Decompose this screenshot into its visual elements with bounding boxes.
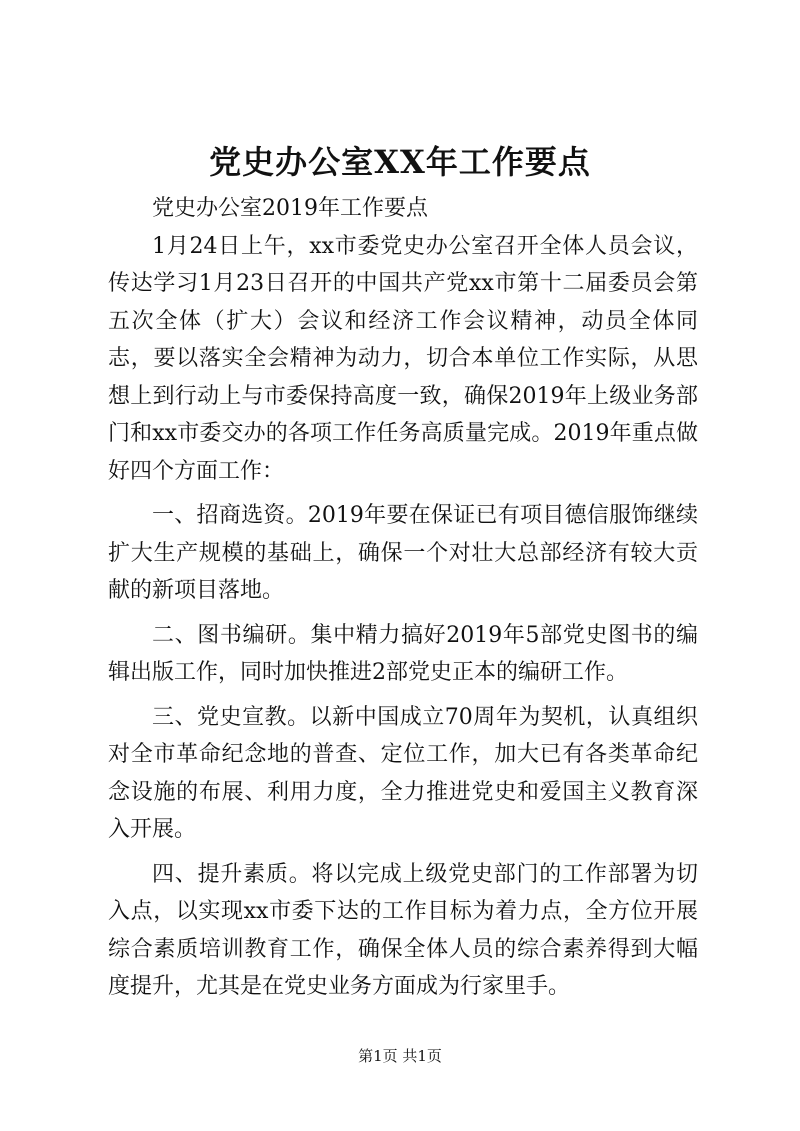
paragraph-investment: 一、招商选资。2019年要在保证已有项目德信服饰继续扩大生产规模的基础上，确保一个对壮大总部经济有较大贡献的新项目落地。 xyxy=(108,503,698,603)
paragraph-history-education: 三、党史宣教。以新中国成立70周年为契机，认真组织对全市革命纪念地的普查、定位工作，加大已有各类革命纪念设施的布展、利用力度，全力推进党史和爱国主义教育深入开展。 xyxy=(108,704,698,842)
document-title: 党史办公室XX年工作要点 xyxy=(209,143,591,181)
paragraph-intro: 1月24日上午，xx市委党史办公室召开全体人员会议，传达学习1月23日召开的中国共产党xx市第十二届委员会第五次全体（扩大）会议和经济工作会议精神，动员全体同志，要以落实全会精神为动力，切合本单位工作实际，从思想上到行动上与市委保持高度一致，确保2019年上级业务部门和xx市委交办的各项工作任务高质量完成。2019年重点做好四个方面工作： xyxy=(108,233,698,484)
document-subtitle: 党史办公室2019年工作要点 xyxy=(152,196,428,221)
page-number-footer: 第1页 共1页 xyxy=(358,1047,442,1065)
paragraph-quality-improvement: 四、提升素质。将以完成上级党史部门的工作部署为切入点，以实现xx市委下达的工作目标为着力点，全方位开展综合素质培训教育工作，确保全体人员的综合素养得到大幅度提升，尤其是在党史业务方面成为行家里手。 xyxy=(108,861,698,999)
document-body xyxy=(108,190,698,1006)
paragraph-book-research: 二、图书编研。集中精力搞好2019年5部党史图书的编辑出版工作，同时加快推进2部党史正本的编研工作。 xyxy=(108,622,698,685)
